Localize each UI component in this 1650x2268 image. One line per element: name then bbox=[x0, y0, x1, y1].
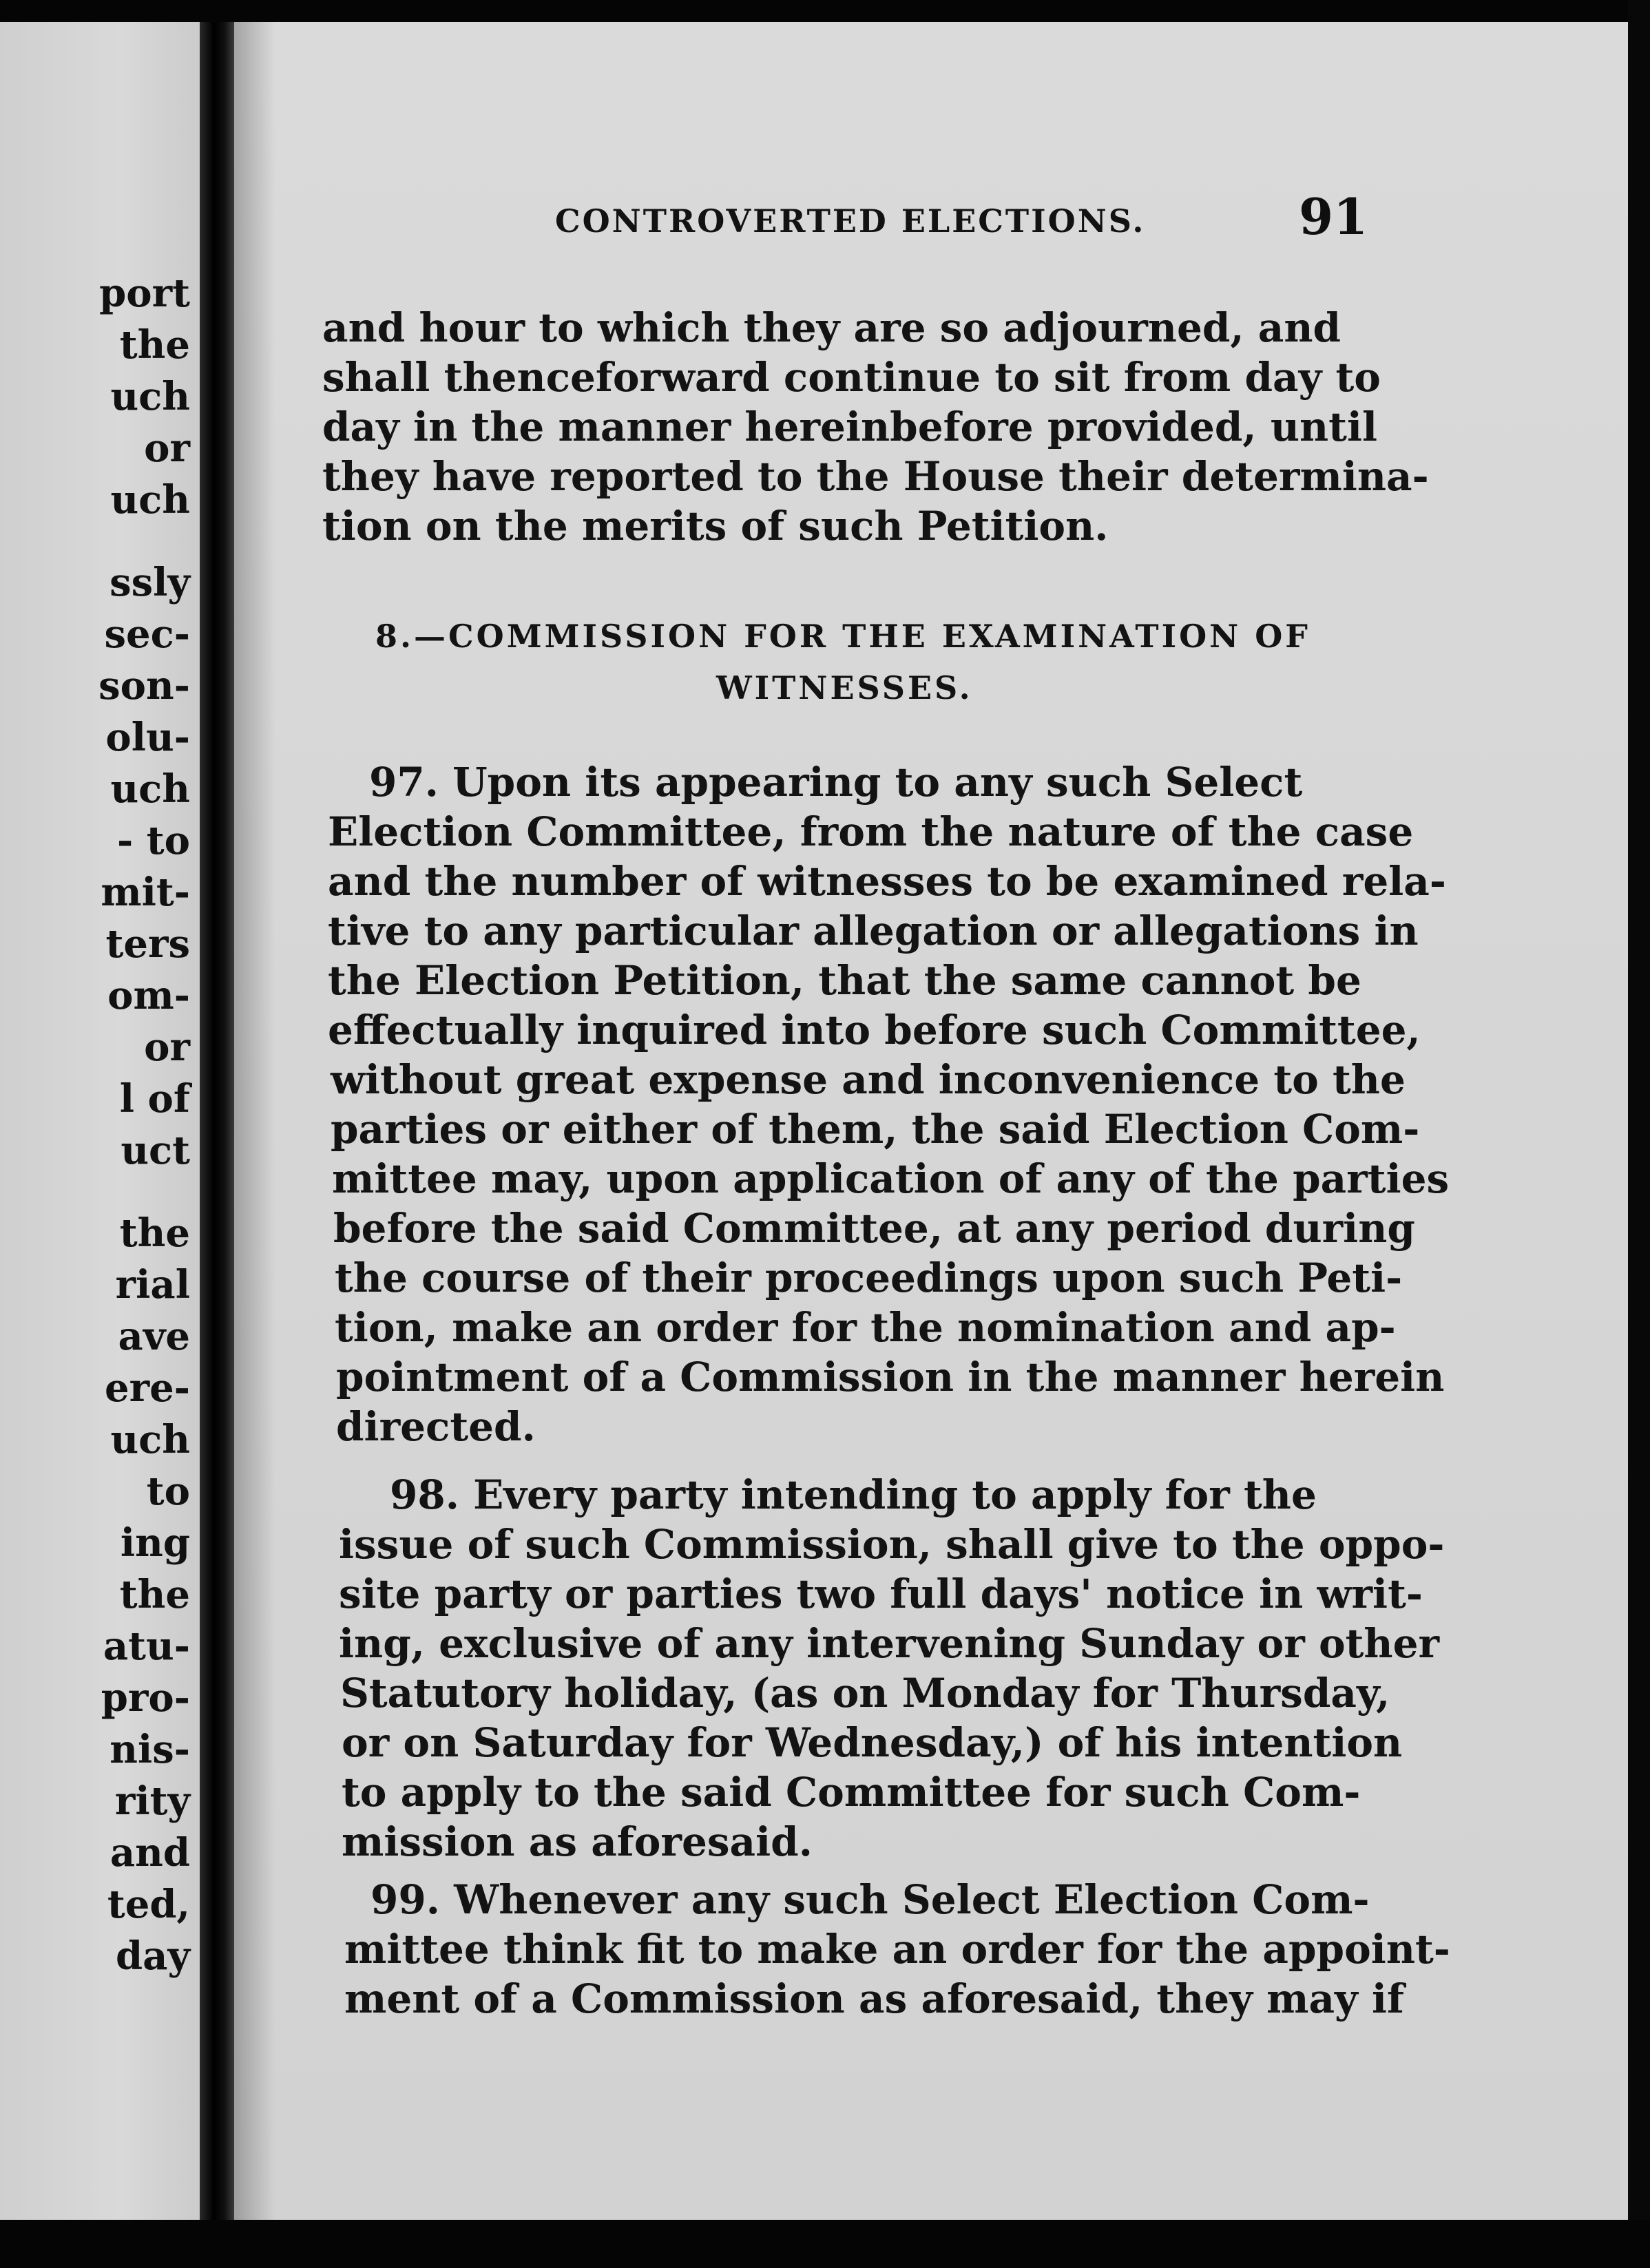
previous-page-fragment: - to bbox=[117, 818, 190, 863]
previous-page-fragment: the bbox=[119, 322, 190, 368]
previous-page-fragment: to bbox=[146, 1469, 190, 1514]
page-number: 91 bbox=[1299, 187, 1368, 246]
previous-page-fragment: olu- bbox=[105, 715, 190, 760]
previous-page-fragment: or bbox=[144, 1025, 190, 1070]
previous-page-fragment: ted, bbox=[107, 1882, 190, 1927]
previous-page-fragment: ere- bbox=[104, 1365, 190, 1411]
paragraph-97-first-line bbox=[369, 759, 1303, 806]
body-line: shall thenceforward continue to sit from day to bbox=[322, 354, 1381, 401]
previous-page-fragment: om- bbox=[107, 973, 190, 1018]
body-line: issue of such Commission, shall give to the oppo- bbox=[339, 1521, 1445, 1568]
previous-page-fragment: or bbox=[144, 426, 190, 471]
body-line: parties or either of them, the said Election Com- bbox=[331, 1106, 1420, 1153]
body-line: . Every party intending to apply for the bbox=[445, 1471, 1317, 1518]
body-line: and hour to which they are so adjourned, and bbox=[322, 304, 1341, 351]
body-line: Statutory holiday, (as on Monday for Thursday, bbox=[340, 1670, 1390, 1716]
body-line: without great expense and inconvenience to the bbox=[331, 1056, 1406, 1103]
previous-page-fragment: atu- bbox=[103, 1624, 190, 1669]
body-line: mission as aforesaid. bbox=[342, 1818, 813, 1865]
previous-page-fragment: and bbox=[109, 1830, 190, 1876]
previous-page-fragment: ssly bbox=[109, 560, 190, 605]
body-line: tion on the merits of such Petition. bbox=[322, 503, 1109, 549]
paragraph-99-first-line bbox=[370, 1876, 1370, 1923]
body-line: pointment of a Commission in the manner herein bbox=[336, 1354, 1445, 1400]
paragraph-number: 99 bbox=[370, 1876, 426, 1923]
top-scan-border bbox=[0, 0, 1650, 22]
right-scan-border bbox=[1628, 0, 1650, 2268]
paragraph-number: 98 bbox=[390, 1471, 446, 1518]
bottom-scan-border bbox=[0, 2220, 1650, 2268]
paragraph-98-first-line bbox=[390, 1471, 1317, 1518]
previous-page-fragment: pro- bbox=[101, 1675, 190, 1721]
previous-page-fragment: rity bbox=[114, 1778, 190, 1824]
body-line: and the number of witnesses to be examined rela- bbox=[328, 858, 1446, 905]
previous-page-fragment: son- bbox=[98, 663, 190, 708]
previous-page-strip bbox=[0, 22, 200, 2220]
body-line: ment of a Commission as aforesaid, they may if bbox=[344, 1975, 1404, 2022]
previous-page-fragment: uch bbox=[110, 1417, 190, 1462]
body-line: they have reported to the House their determina- bbox=[322, 453, 1429, 500]
previous-page-fragment: ters bbox=[105, 921, 190, 967]
gutter-shadow bbox=[234, 22, 275, 2220]
previous-page-fragment: uct bbox=[121, 1128, 190, 1173]
body-line: or on Saturday for Wednesday,) of his intention bbox=[342, 1719, 1403, 1766]
previous-page-fragment: the bbox=[119, 1210, 190, 1256]
previous-page-fragment: uch bbox=[110, 477, 190, 523]
body-line: directed. bbox=[336, 1403, 536, 1450]
body-line: mittee may, upon application of any of the parties bbox=[332, 1155, 1450, 1202]
body-line: to apply to the said Committee for such Com- bbox=[342, 1769, 1361, 1816]
body-line: day in the manner hereinbefore provided, until bbox=[322, 403, 1378, 450]
book-gutter bbox=[200, 22, 234, 2220]
previous-page-fragment: l of bbox=[119, 1076, 190, 1122]
body-line: effectually inquired into before such Committee, bbox=[328, 1007, 1421, 1053]
previous-page-fragment: uch bbox=[110, 766, 190, 812]
body-line: . Whenever any such Select Election Com- bbox=[426, 1876, 1370, 1923]
body-line: the Election Petition, that the same cannot be bbox=[328, 957, 1361, 1004]
body-line: tion, make an order for the nomination and ap- bbox=[335, 1304, 1396, 1351]
body-line: site party or parties two full days' notice in writ- bbox=[339, 1571, 1423, 1617]
body-line: the course of their proceedings upon such Peti- bbox=[335, 1254, 1403, 1301]
previous-page-fragment: the bbox=[119, 1572, 190, 1617]
body-line: before the said Committee, at any period during bbox=[333, 1205, 1415, 1252]
previous-page-fragment: rial bbox=[115, 1262, 190, 1308]
previous-page-fragment: ing bbox=[120, 1520, 190, 1566]
running-title: CONTROVERTED ELECTIONS. bbox=[555, 202, 1146, 240]
previous-page-fragment: mit- bbox=[101, 870, 190, 915]
body-line: tive to any particular allegation or allegations in bbox=[328, 907, 1419, 954]
page bbox=[234, 22, 1628, 2220]
body-line: Election Committee, from the nature of the case bbox=[328, 808, 1414, 855]
paragraph-number: 97 bbox=[369, 759, 425, 806]
previous-page-fragment: nis- bbox=[109, 1727, 190, 1772]
body-line: mittee think fit to make an order for the appoint- bbox=[344, 1926, 1450, 1973]
section-heading: 8.—COMMISSION FOR THE EXAMINATION OF bbox=[375, 618, 1310, 655]
previous-page-fragment: day bbox=[116, 1933, 190, 1979]
previous-page-fragment: uch bbox=[110, 374, 190, 419]
previous-page-fragment: ave bbox=[118, 1314, 190, 1359]
section-heading: WITNESSES. bbox=[716, 669, 973, 706]
previous-page-fragment: sec- bbox=[104, 611, 190, 657]
previous-page-fragment: port bbox=[99, 271, 190, 316]
body-line: . Upon its appearing to any such Select bbox=[424, 759, 1303, 806]
body-line: ing, exclusive of any intervening Sunday or other bbox=[339, 1620, 1440, 1667]
